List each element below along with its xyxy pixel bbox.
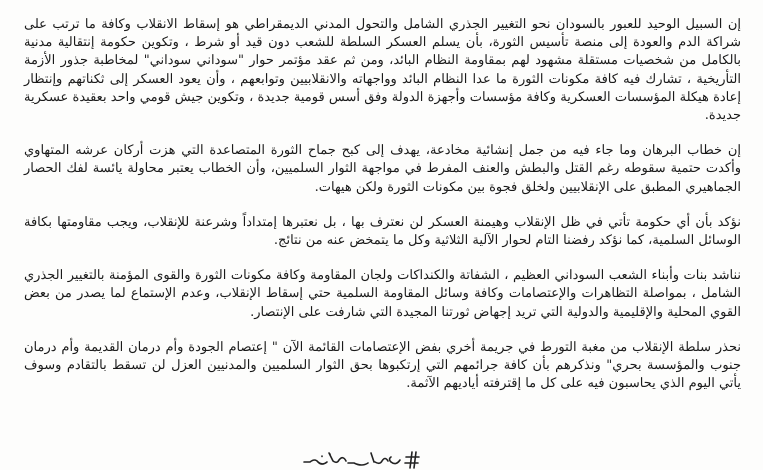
paragraph-1: إن السبيل الوحيد للعبور بالسودان نحو التغيير الجذري الشامل والتحول المدني الديمقراطي هو إسقاط الانقلاب وكافة ما ترتب على شراكة الدم والعودة إلى منصة تأسيس الثورة، بأن يسلم العسكر السلطة للشعب دون قيد أو شرط ، وتكوين حكومة إنتقالية مدنية بالكامل من شخصيات مستقلة مشهود لهم بمقاومة النظام البائد، ومن ثم عقد مؤتمر حوار "سوداني سوداني" لمخاطبة جذور الأزمة التأريخية ، تشارك فيه كافة مكونات الثورة ما عدا النظام البائد وواجهاته والانقلابيين وتوابعهم ، وأن يعود العسكر إلى ثكناتهم وإنتظار إعادة هيكلة المؤسسات العسكرية وكافة مؤسسات وأجهزة الدولة وفق أسس قومية جديدة ، وتكوين جيش قومي واحد بعقيدة عسكرية جديدة. [24,17,741,124]
paragraph-2: إن خطاب البرهان وما جاء فيه من جمل إنشائية مخادعة، يهدف إلى كبح جماح الثورة المتصاعدة التي هزت أركان عرشه المتهاوي وأكدت حتمية سقوطه رغم القتل والبطش والعنف المفرط في مواجهة الثوار السلميين، وأن الخطاب يعتبر محاولة يائسة لفك الحصار الجماهيري المطبق على الإنقلابيين ولخلق فجوة بين مكونات الثورة ولكن هيهات. [24,143,741,195]
paragraph-5: نحذر سلطة الإنقلاب من مغبة التورط في جريمة أخري بفض الإعتصامات القائمة الآن " إعتصام الجودة وأم درمان القديمة وأم درمان جنوب والمؤسسة بحري" ونذكرهم بأن كافة جرائمهم التي إرتكبوها بحق الثوار السلميين والمدنيين العزل لن تسقط بالتقادم وسوف يأتي اليوم الذي يحاسبون فيه على كل ما إقترفته أياديهم الآثمة. [24,339,741,392]
handwritten-hashtag-signature [300,448,420,470]
paragraph-3: نؤكد بأن أي حكومة تأتي في ظل الإنقلاب وهيمنة العسكر لن نعترف بها ، بل نعتبرها إمتداداً وشرعنة للإنقلاب، ويجب مقاومتها بكافة الوسائل السلمية، كما نؤكد رفضنا التام لحوار الآلية الثلاثية وكل ما يتمخض عنه من نتائج. [24,214,741,249]
paragraph-4: نناشد بنات وأبناء الشعب السوداني العظيم ، الشفاتة والكنداكات ولجان المقاومة وكافة مكونات الثورة والقوى المؤمنة بالتغيير الجذري الشامل ، بمواصلة التظاهرات والإعتصامات وكافة وسائل المقاومة السلمية حتي إسقاط الإنقلاب، وعدم الإستماع لما يصدر من بعض القوي المحلية والإقليمية والدولية التي تريد إجهاض ثورتنا المجيدة التي شارفت على الإنتصار. [24,268,741,320]
